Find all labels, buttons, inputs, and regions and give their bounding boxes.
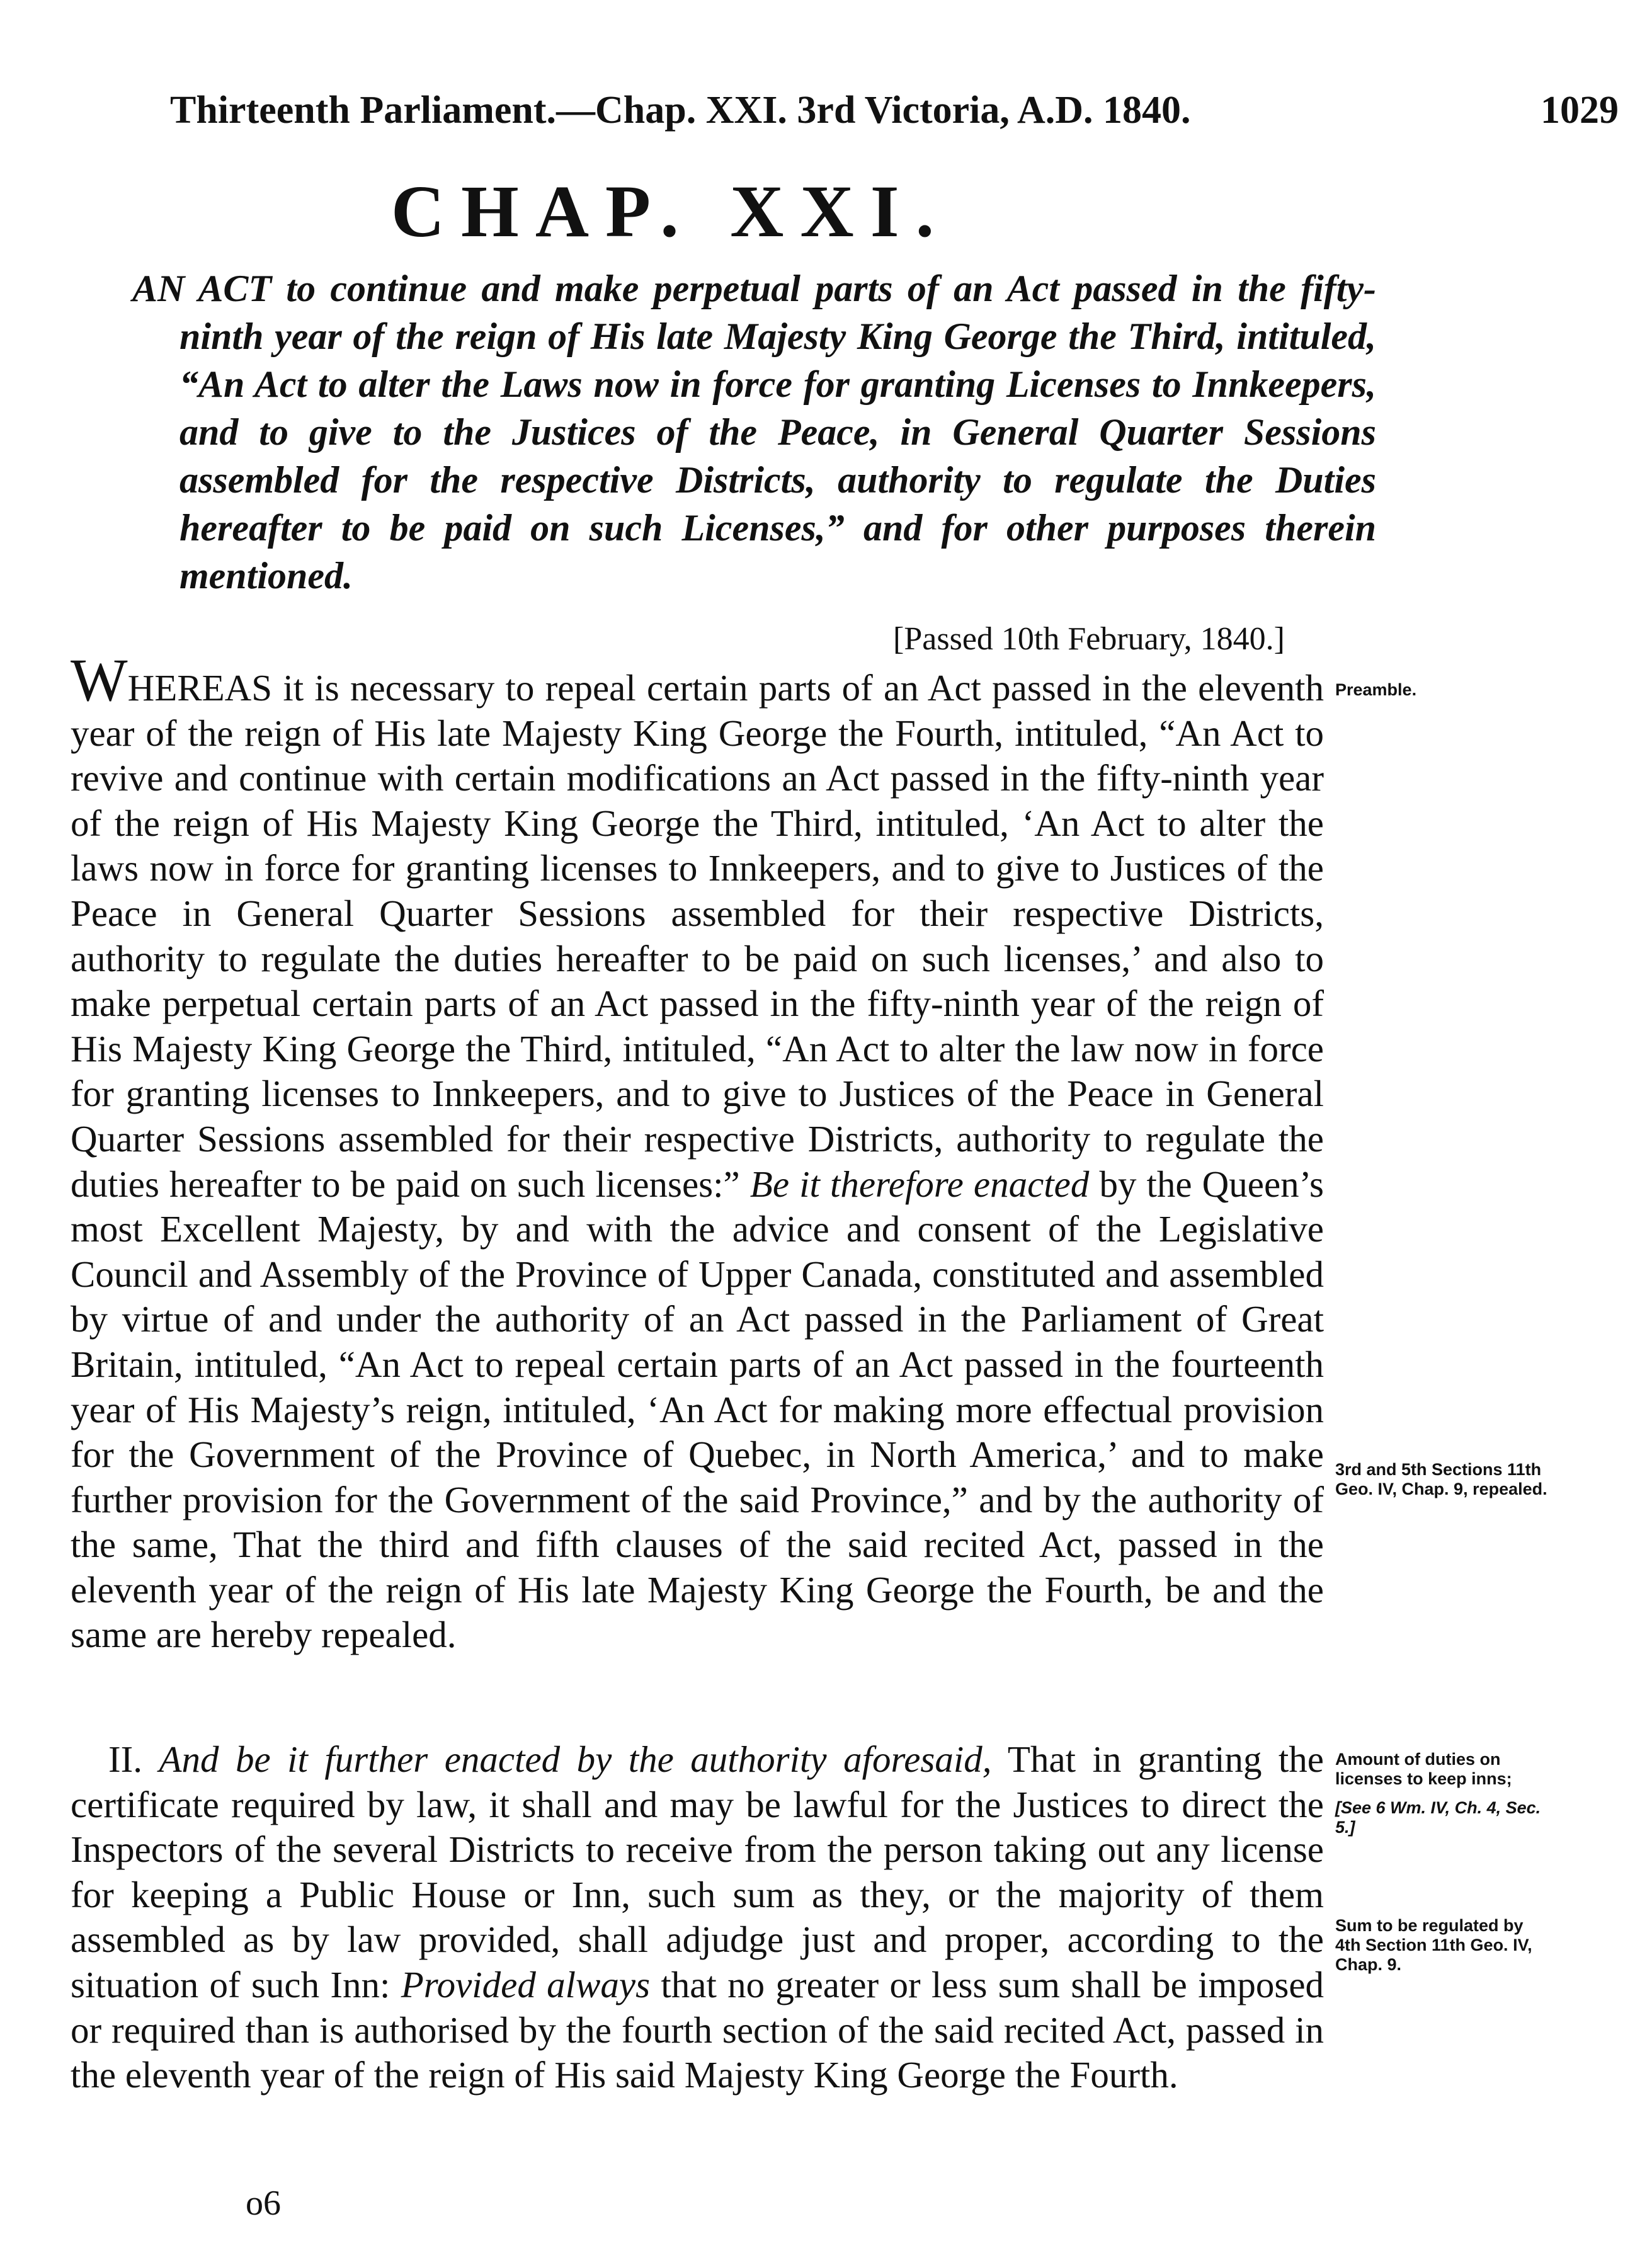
drop-cap: W [71,646,128,714]
preamble-text-2: by the Queen’s most Excellent Majesty, by and with the advice and consent of the Legislative Council and Assembly of the Province of Upper Canada, constituted and assembled by virtue of and under the authority of an Act passed in the Parliament of Great Britain, intituled, “An Act to repeal certain parts of an Act passed in the fourteenth year of His Majesty’s reign, intituled, ‘An Act for making more effectual provision for the Government of the Province of Quebec, in North America,’ and to make further provision for the Government of the said Province,” and by the authority of the same, That the third and fifth clauses of the said recited Act, passed in the eleventh year of the reign of His late Majesty King George the Fourth, be and the same are hereby repealed. [71,1163,1324,1656]
section-two-text-2: that no greater or less sum shall be imposed or required than is authorised by the fourth section of the said recited Act, passed in the eleventh year of the reign of His said Majesty King George the Fourth. [71,1963,1324,2096]
running-head [170,88,1619,139]
folio-signature: o6 [246,2184,281,2223]
act-title [132,265,1376,600]
margin-note-reference: [See 6 Wm. IV, Ch. 4, Sec. 5.] [1335,1798,1541,1837]
running-head-title: Thirteenth Parliament.—Chap. XXI. 3rd Victoria, A.D. 1840. [170,89,1191,132]
section-two-text-1: That in granting the certificate required by law, it shall and may be lawful for the Justices to direct the Inspectors of the several Districts to receive from the person taking out any license for keeping a Public House or Inn, such sum as they, or the majority of them assembled as by law provided, shall adjudge just and proper, according to the situation of such Inn: [71,1738,1324,2005]
margin-note-repeal: 3rd and 5th Sections 11th Geo. IV, Chap. 9, repealed. [1335,1460,1547,1498]
act-title-lead: AN ACT [132,268,272,309]
act-title-text: to continue and make perpetual parts of an Act passed in the fifty-ninth year of the reign of His late Majesty King George the Third, intituled, “An Act to alter the Laws now in force for granting Licenses to Innkeepers, and to give to the Justices of the Peace, in General Quarter Sessions assembled for the respective Districts, authority to regulate the Duties hereafter to be paid on such Licenses,” and for other purposes therein mentioned. [179,268,1377,596]
chapter-heading: CHAP. XXI. [390,170,951,253]
enacting-clause: Be it therefore enacted [749,1163,1090,1205]
passed-date: [Passed 10th February, 1840.] [893,621,1285,657]
preamble-paragraph [71,646,1324,1658]
margin-note-preamble: Preamble. [1335,680,1417,699]
margin-note-duties: Amount of duties on licenses to keep inns; [1335,1750,1512,1788]
margin-note-regulated: Sum to be regulated by 4th Section 11th Geo. IV, Chap. 9. [1335,1916,1532,1974]
page-number: 1029 [1541,89,1619,132]
proviso: Provided always [401,1963,651,2005]
section-number: II. [108,1738,143,1780]
section-two-paragraph [71,1737,1324,2098]
section-two-enacting: And be it further enacted by the authority aforesaid, [159,1738,992,1780]
preamble-text-1: HEREAS it is necessary to repeal certain parts of an Act passed in the eleventh year of the reign of His late Majesty King George the Fourth, intituled, “An Act to revive and continue with certain modifications an Act passed in the fifty-ninth year of the reign of His Majesty King George the Third, intituled, ‘An Act to alter the laws now in force for granting licenses to Innkeepers, and to give to Justices of the Peace in General Quarter Sessions assembled for their respective Districts, authority to regulate the duties hereafter to be paid on such licenses,’ and also to make perpetual certain parts of an Act passed in the fifty-ninth year of the reign of His Majesty King George the Third, intituled, “An Act to alter the law now in force for granting licenses to Innkeepers, and to give to Justices of the Peace in General Quarter Sessions assembled for their respective Districts, authority to regulate the duties hereafter to be paid on such licenses:” [71,667,1324,1205]
